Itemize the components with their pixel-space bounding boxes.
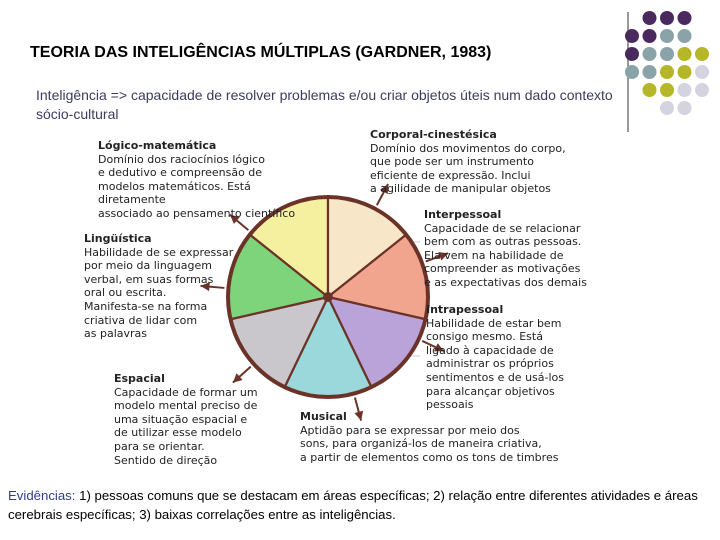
label-title: Musical (300, 410, 347, 423)
label-title: Lógico-matemática (98, 139, 217, 152)
label-logico-matematica (98, 139, 313, 221)
label-text: Domínio dos raciocínios lógico e dedutivo e compreensão de modelos matemáticos. Está diretamente associado ao pensamento científico (98, 152, 296, 220)
evidence-label: Evidências: (8, 488, 76, 503)
wheel-hub (323, 292, 333, 302)
label-espacial (114, 372, 294, 467)
evidence-text (8, 486, 713, 524)
label-title: Intrapessoal (426, 303, 504, 316)
label-corporal-cinestesica (370, 128, 580, 196)
page-subtitle: Inteligência => capacidade de resolver problemas e/ou criar objetos úteis num dado contexto sócio-cultural (36, 87, 613, 122)
label-interpessoal (424, 208, 609, 290)
label-title: Interpessoal (424, 208, 502, 221)
label-linguistica (84, 232, 254, 341)
evidence-body: 1) pessoas comuns que se destacam em áreas específicas; 2) relação entre diferentes atividades e áreas cerebrais específicas; 3) baixas correlações entre as inteligências. (8, 488, 698, 522)
label-text: Aptidão para se expressar por meio dos sons, para organizá-los de maneira criativa, a partir de elementos como os tons de timbres (300, 423, 559, 464)
label-text: Habilidade de estar bem consigo mesmo. Está ligado à capacidade de administrar os próprios sentimentos e de usá-los para alcançar objetivos pessoais (426, 316, 565, 412)
label-title: Lingüística (84, 232, 152, 245)
label-title: Corporal-cinestésica (370, 128, 497, 141)
label-text: Habilidade de se expressar por meio da linguagem verbal, em suas formas oral ou escrita. Manifesta-se na forma criativa de lidar com as palavras (84, 245, 234, 341)
label-musical (300, 410, 600, 464)
label-title: Espacial (114, 372, 165, 385)
label-text: Capacidade de formar um modelo mental preciso de uma situação espacial e de utilizar esse modelo para se orientar. Sentido de direção (114, 385, 258, 467)
label-text: Capacidade de se relacionar bem com as outras pessoas. Ela vem na habilidade de compreender as motivações e as expectativas dos demais (424, 221, 587, 289)
page-title: TEORIA DAS INTELIGÊNCIAS MÚLTIPLAS (GARDNER, 1983) (30, 44, 492, 61)
label-intrapessoal (426, 303, 596, 412)
label-text: Domínio dos movimentos do corpo, que pode ser um instrumento eficiente de expressão. Inclui a agilidade de manipular objetos (370, 141, 566, 196)
